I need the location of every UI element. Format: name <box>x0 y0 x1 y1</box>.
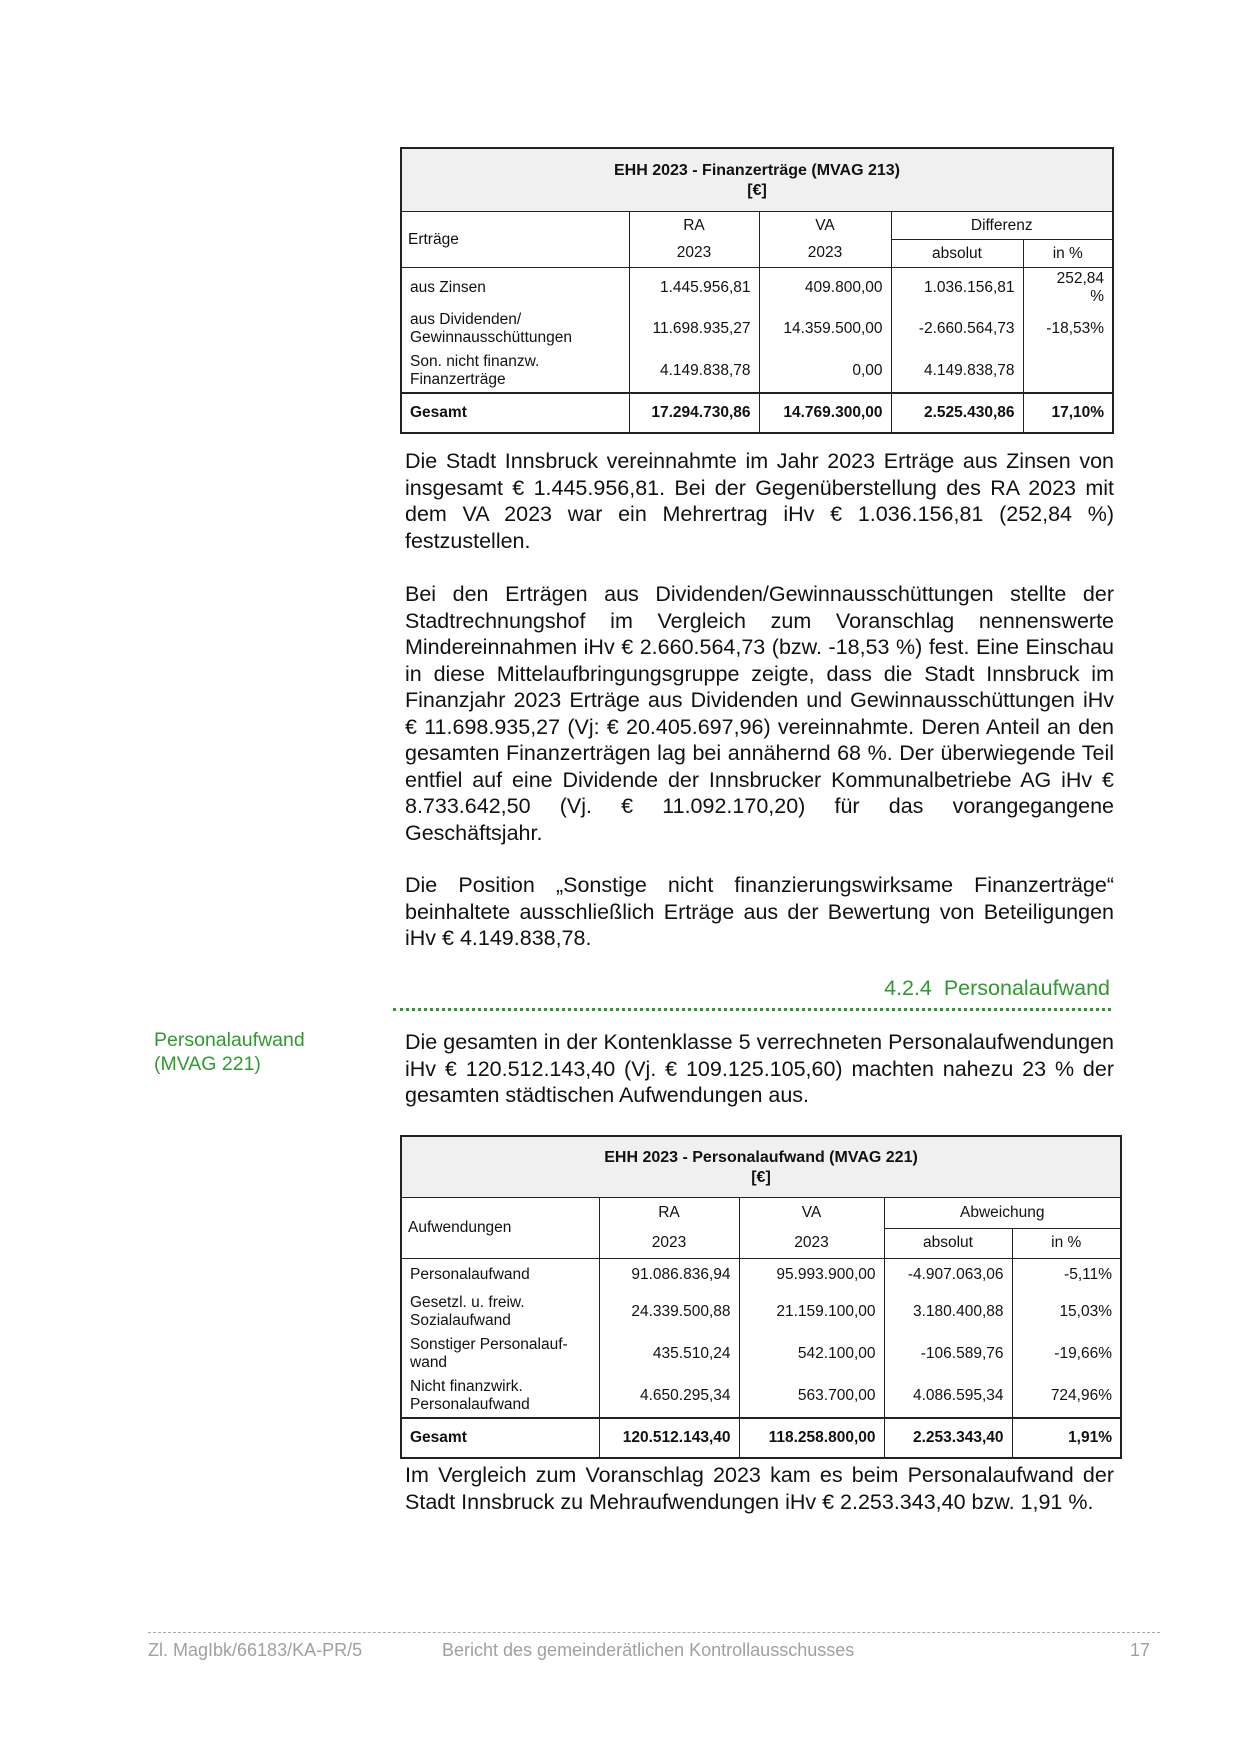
row-label: Personalaufwand <box>401 1259 599 1292</box>
table-title: EHH 2023 - Finanzerträge (MVAG 213) <box>614 162 901 179</box>
total-pct: 1,91% <box>1012 1418 1121 1458</box>
cell-pct: -5,11% <box>1012 1259 1121 1292</box>
row-label-cont: Finanzerträge <box>410 371 506 388</box>
row-label: Gesetzl. u. freiw. <box>410 1294 525 1311</box>
cell-pct: -18,53% <box>1023 308 1113 350</box>
section-number: 4.2.4 <box>884 976 932 1000</box>
sub-abs: absolut <box>884 1228 1012 1259</box>
table-row <box>401 308 1113 350</box>
table-header-row <box>401 212 1113 240</box>
table-title: EHH 2023 - Personalaufwand (MVAG 221) <box>604 1149 918 1166</box>
row-label: Nicht finanzwirk. <box>410 1378 523 1395</box>
year-ra: 2023 <box>599 1228 739 1259</box>
total-abs: 2.253.343,40 <box>884 1418 1012 1458</box>
section-title: Personalaufwand <box>943 976 1110 1000</box>
cell-abs: -4.907.063,06 <box>884 1259 1012 1292</box>
total-abs: 2.525.430,86 <box>891 393 1023 433</box>
table-total-row <box>401 1418 1121 1458</box>
cell-va: 409.800,00 <box>759 268 891 309</box>
section-divider <box>393 1008 1111 1011</box>
row-header: Aufwendungen <box>401 1198 599 1259</box>
sub-pct: in % <box>1012 1228 1121 1259</box>
cell-abs: 1.036.156,81 <box>891 268 1023 309</box>
personalaufwand-table <box>400 1135 1122 1459</box>
table-title-row <box>401 148 1113 212</box>
cell-va: 21.159.100,00 <box>739 1291 884 1333</box>
col-diff: Abweichung <box>884 1198 1121 1229</box>
table-row <box>401 350 1113 393</box>
year-va: 2023 <box>739 1228 884 1259</box>
table-row <box>401 1259 1121 1292</box>
cell-abs: 4.086.595,34 <box>884 1375 1012 1418</box>
paragraph-personal: Die gesamten in der Kontenklasse 5 verrechneten Personalaufwendungen iHv € 120.512.143,40 (Vj. € 109.125.105,60) machten nahezu 23 % der gesamten städtischen Aufwendungen aus. <box>405 1030 1114 1107</box>
cell-abs: -2.660.564,73 <box>891 308 1023 350</box>
row-label: Sonstiger Personalauf- <box>410 1336 568 1353</box>
row-label-cont: Sozialaufwand <box>410 1312 511 1329</box>
cell-ra: 1.445.956,81 <box>629 268 759 309</box>
paragraph-sonstige: Die Position „Sonstige nicht finanzierungswirksame Finanzerträge“ beinhaltete ausschließlich Erträge aus der Bewertung von Beteiligungen iHv € 4.149.838,78. <box>405 873 1114 950</box>
col-ra: RA <box>599 1198 739 1229</box>
footer-title: Bericht des gemeinderätlichen Kontrollausschusses <box>442 1640 855 1660</box>
cell-va: 14.359.500,00 <box>759 308 891 350</box>
cell-ra: 91.086.836,94 <box>599 1259 739 1292</box>
table-header-row <box>401 1198 1121 1229</box>
sub-abs: absolut <box>891 240 1023 268</box>
cell-ra: 435.510,24 <box>599 1333 739 1375</box>
margin-note-line2: (MVAG 221) <box>154 1053 261 1075</box>
paragraph-zinsen: Die Stadt Innsbruck vereinnahmte im Jahr 2023 Erträge aus Zinsen von insgesamt € 1.445.956,81. Bei der Gegenüberstellung des RA 2023 mit dem VA 2023 war ein Mehrertrag iHv € 1.036.156,81 (252,84 %) festzustellen. <box>405 449 1114 553</box>
total-va: 14.769.300,00 <box>759 393 891 433</box>
row-label-cont: wand <box>410 1354 448 1371</box>
table-unit: [€] <box>747 182 767 199</box>
cell-abs: -106.589,76 <box>884 1333 1012 1375</box>
col-va: VA <box>739 1198 884 1229</box>
cell-pct <box>1023 350 1113 393</box>
cell-va: 95.993.900,00 <box>739 1259 884 1292</box>
cell-abs: 3.180.400,88 <box>884 1291 1012 1333</box>
table-row <box>401 1291 1121 1333</box>
year-ra: 2023 <box>629 240 759 268</box>
cell-va: 563.700,00 <box>739 1375 884 1418</box>
footer-reference: Zl. MagIbk/66183/KA-PR/5 <box>148 1640 363 1660</box>
cell-ra: 4.650.295,34 <box>599 1375 739 1418</box>
row-label: Son. nicht finanzw. <box>410 353 540 370</box>
cell-pct: 724,96% <box>1012 1375 1121 1418</box>
margin-note-line1: Personalaufwand <box>154 1029 305 1051</box>
footer-divider <box>148 1632 1160 1633</box>
table-row <box>401 268 1113 309</box>
col-diff: Differenz <box>891 212 1113 240</box>
table-row <box>401 1333 1121 1375</box>
row-label-cont: Gewinnausschüttungen <box>410 329 573 346</box>
cell-pct-unit: % <box>1090 288 1105 305</box>
cell-ra: 11.698.935,27 <box>629 308 759 350</box>
cell-ra: 4.149.838,78 <box>629 350 759 393</box>
total-va: 118.258.800,00 <box>739 1418 884 1458</box>
cell-pct: -19,66% <box>1012 1333 1121 1375</box>
row-label: aus Dividenden/ <box>410 311 522 328</box>
cell-va: 0,00 <box>759 350 891 393</box>
finanzertraege-table <box>400 147 1114 434</box>
table-total-row <box>401 393 1113 433</box>
cell-pct: 252,84 <box>1056 270 1105 287</box>
col-va: VA <box>759 212 891 240</box>
table-row <box>401 1375 1121 1418</box>
cell-ra: 24.339.500,88 <box>599 1291 739 1333</box>
total-pct: 17,10% <box>1023 393 1113 433</box>
row-label: aus Zinsen <box>401 268 629 309</box>
table-unit: [€] <box>751 1169 771 1186</box>
table-title-row <box>401 1136 1121 1198</box>
row-header: Erträge <box>401 212 629 268</box>
year-va: 2023 <box>759 240 891 268</box>
cell-va: 542.100,00 <box>739 1333 884 1375</box>
total-ra: 17.294.730,86 <box>629 393 759 433</box>
total-label: Gesamt <box>401 1418 599 1458</box>
sub-pct: in % <box>1023 240 1113 268</box>
col-ra: RA <box>629 212 759 240</box>
cell-abs: 4.149.838,78 <box>891 350 1023 393</box>
row-label-cont: Personalaufwand <box>410 1396 530 1413</box>
total-ra: 120.512.143,40 <box>599 1418 739 1458</box>
total-label: Gesamt <box>401 393 629 433</box>
paragraph-mehraufwand: Im Vergleich zum Voranschlag 2023 kam es beim Personalaufwand der Stadt Innsbruck zu Mehraufwendungen iHv € 2.253.343,40 bzw. 1,91 %. <box>405 1463 1114 1514</box>
paragraph-dividenden: Bei den Erträgen aus Dividenden/Gewinnausschüttungen stellte der Stadtrechnungshof im Vergleich zum Voranschlag nennenswerte Mindereinnahmen iHv € 2.660.564,73 (bzw. -18,53 %) fest. Eine Einschau in diese Mittelaufbringungsgruppe zeigte, dass die Stadt Innsbruck im Finanzjahr 2023 Erträge aus Dividenden und Gewinnausschüttungen iHv € 11.698.935,27 (Vj: € 20.405.697,96) vereinnahmte. Deren Anteil an den gesamten Finanzerträgen lag bei annähernd 68 %. Der überwiegende Teil entfiel auf eine Dividende der Innsbrucker Kommunalbetriebe AG iHv € 8.733.642,50 (Vj. € 11.092.170,20) für das vorangegangene Geschäftsjahr. <box>405 582 1114 845</box>
margin-note <box>154 1028 305 1076</box>
footer-page-number: 17 <box>1129 1640 1150 1660</box>
cell-pct: 15,03% <box>1012 1291 1121 1333</box>
section-heading <box>884 976 1110 1001</box>
